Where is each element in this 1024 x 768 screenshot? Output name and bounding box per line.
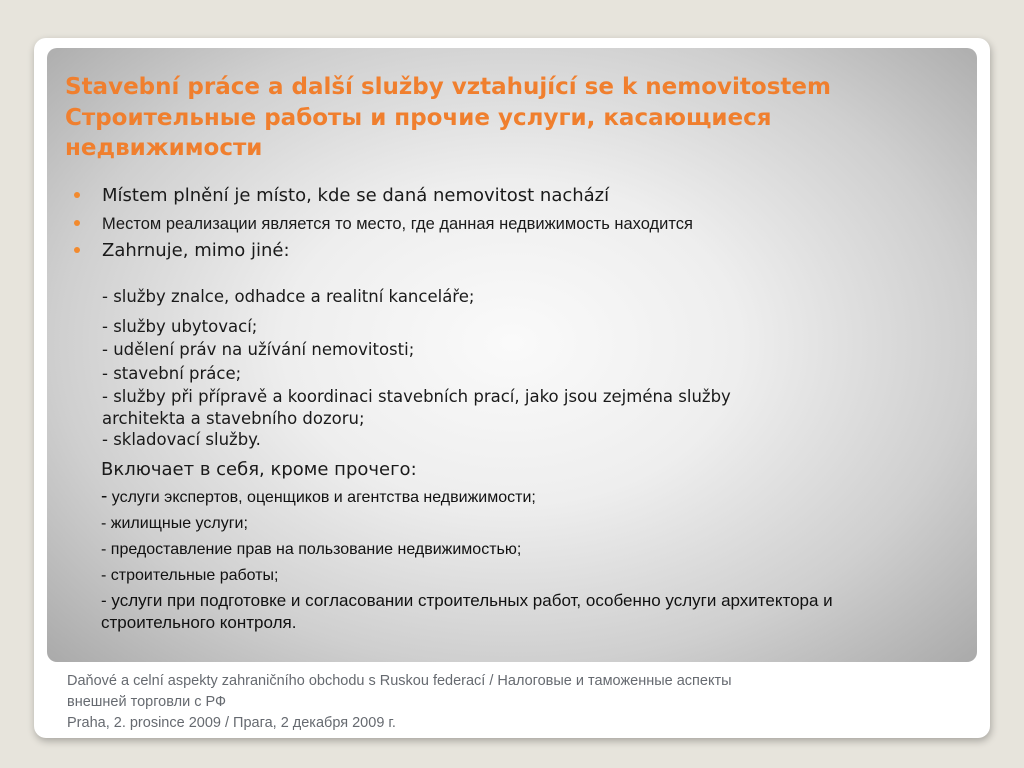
slide-body xyxy=(74,183,964,634)
list-item: - služby znalce, odhadce a realitní kanceláře; xyxy=(102,287,475,306)
czech-list xyxy=(74,285,964,451)
bullet-item xyxy=(74,238,964,264)
list-item: - жилищные услуги; xyxy=(101,515,248,532)
bullet-item xyxy=(74,211,964,237)
russian-list-heading: Включает в себя, кроме прочего: xyxy=(101,459,417,480)
bullet-dot-icon xyxy=(74,220,80,226)
bullet-dot-icon xyxy=(74,247,80,253)
list-item: - строительные работы; xyxy=(101,567,279,584)
bullet-text: Místem plnění je místo, kde se daná nemovitost nachází xyxy=(102,185,610,206)
title-line-czech: Stavební práce a další služby vztahující se k nemovitostem xyxy=(65,74,831,100)
list-item: - stavební práce; xyxy=(102,363,242,383)
bullet-dot-icon xyxy=(74,192,80,198)
footer-line: внешней торговли с РФ xyxy=(67,694,227,710)
title-line-russian-cont: недвижимости xyxy=(65,135,263,161)
title-line-russian: Строительные работы и прочие услуги, касающиеся xyxy=(65,104,772,131)
slide-title xyxy=(65,72,965,164)
slide-footer xyxy=(67,671,947,734)
list-item-continuation: architekta a stavebního dozoru; xyxy=(102,408,365,428)
bullet-item xyxy=(74,183,964,209)
list-item: - skladovací služby. xyxy=(102,429,261,449)
list-item: - služby při přípravě a koordinaci stavebních prací, jako jsou zejména služby xyxy=(102,387,731,406)
list-item: - udělení práv na užívání nemovitosti; xyxy=(102,340,415,359)
list-item: - предоставление прав на пользование недвижимостью; xyxy=(101,541,522,558)
list-item: - услуги при подготовке и согласовании строительных работ, особенно услуги архитектора и строительного контроля. xyxy=(101,591,833,632)
list-item: - услуги экспертов, оценщиков и агентства недвижимости; xyxy=(101,486,536,507)
list-item: - služby ubytovací; xyxy=(102,316,258,336)
footer-line: Daňové a celní aspekty zahraničního obchodu s Ruskou federací / Налоговые и таможенные аспекты xyxy=(67,673,732,689)
bullet-text: Местом реализации является то место, где данная недвижимость находится xyxy=(102,215,693,233)
russian-list xyxy=(74,484,964,634)
bullet-text: Zahrnuje, mimo jiné: xyxy=(102,240,290,261)
footer-date: Praha, 2. prosince 2009 / Прага, 2 декабря 2009 г. xyxy=(67,715,396,731)
